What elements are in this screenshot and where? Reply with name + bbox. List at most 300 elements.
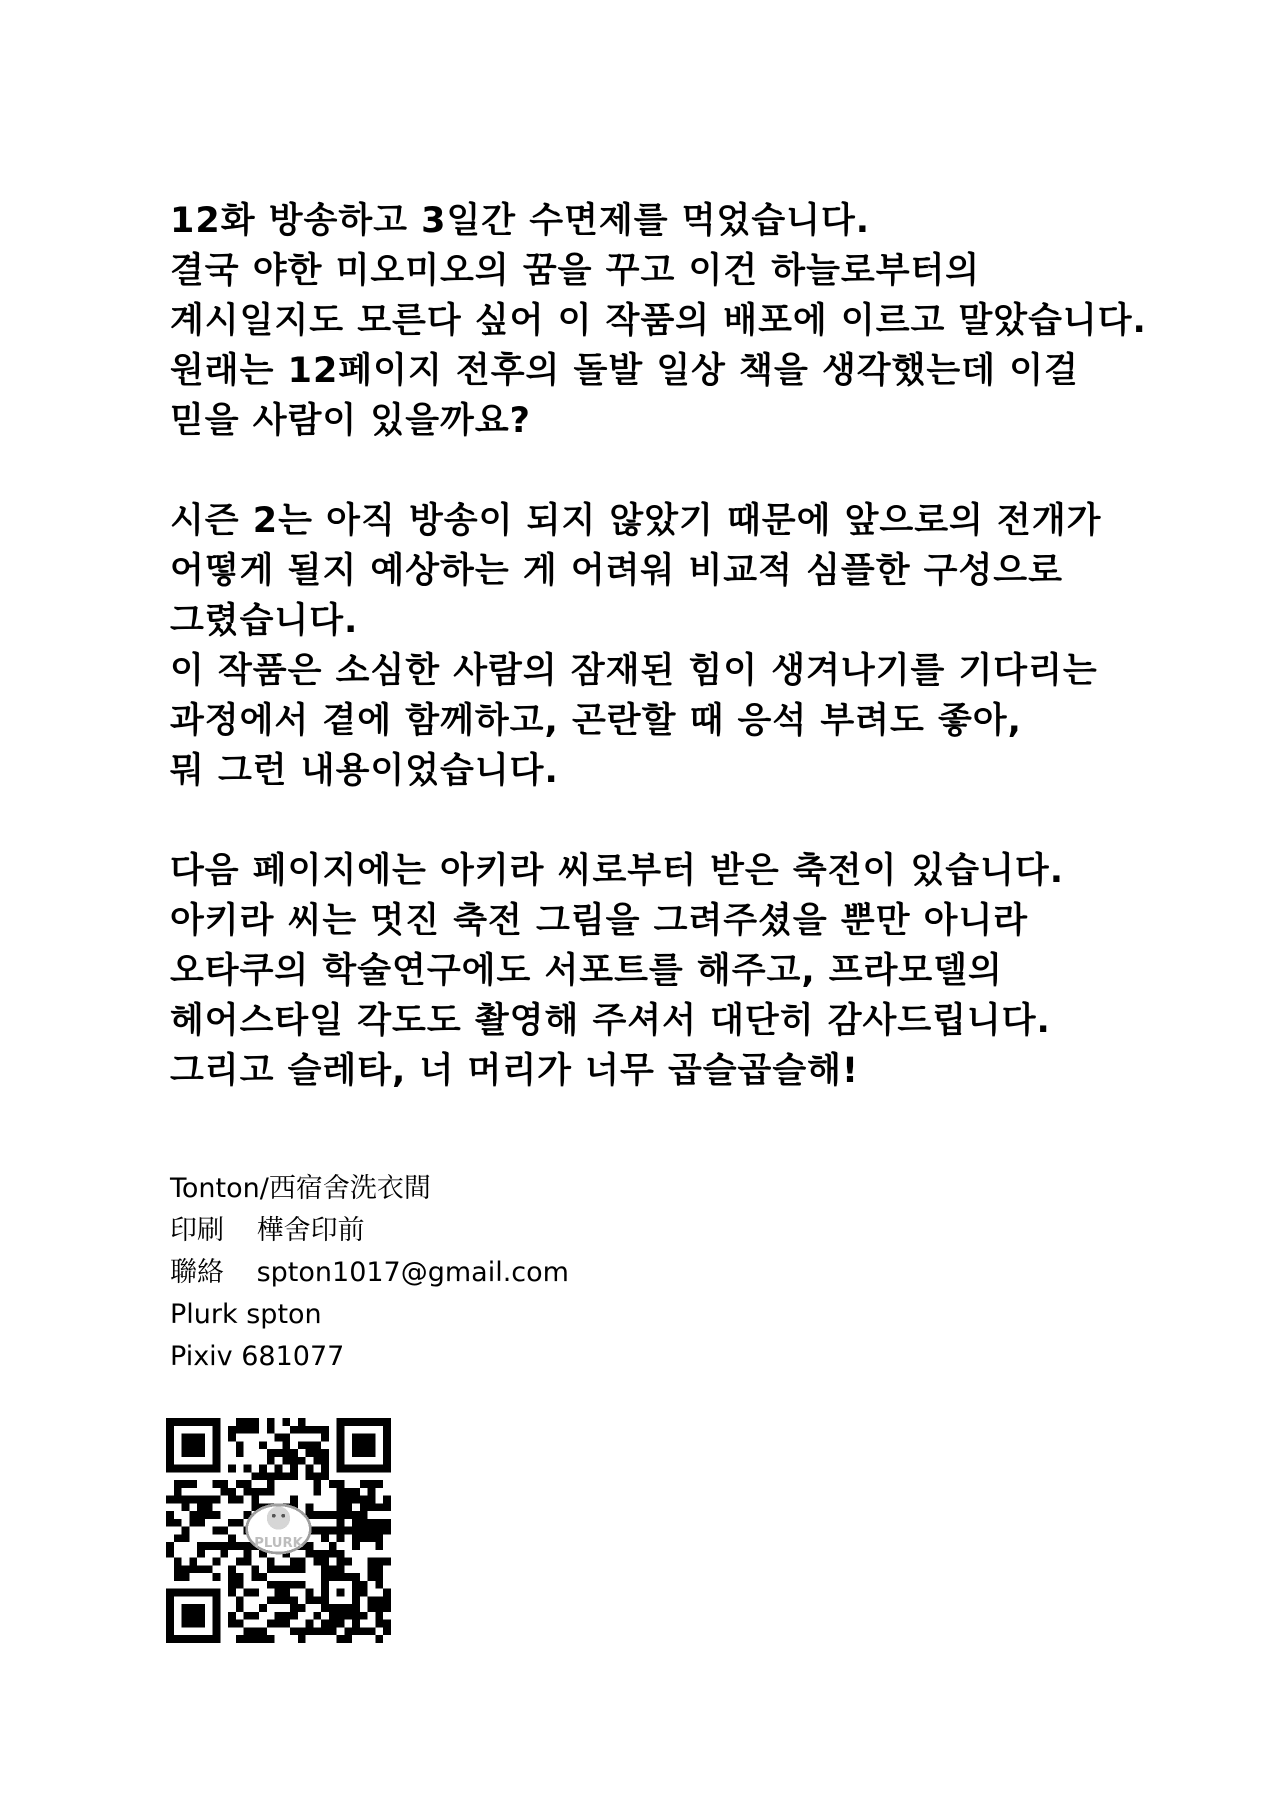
qr-module: [337, 1418, 345, 1426]
qr-module: [329, 1527, 337, 1535]
qr-module: [267, 1457, 275, 1465]
qr-module: [236, 1573, 244, 1581]
qr-module: [298, 1635, 306, 1643]
text-line: 원래는 12페이지 전후의 돌발 일상 책을 생각했는데 이걸: [170, 351, 1079, 391]
qr-module: [337, 1589, 345, 1597]
qr-module: [267, 1635, 275, 1643]
qr-module: [244, 1488, 252, 1496]
qr-module: [213, 1542, 221, 1550]
qr-module: [182, 1573, 190, 1581]
qr-module: [205, 1565, 213, 1573]
qr-module: [383, 1496, 391, 1504]
qr-module: [313, 1480, 321, 1488]
qr-module: [213, 1496, 221, 1504]
qr-module: [189, 1418, 197, 1426]
qr-module: [228, 1488, 236, 1496]
qr-module: [383, 1441, 391, 1449]
qr-module: [236, 1426, 244, 1434]
qr-module: [182, 1635, 190, 1643]
qr-module: [166, 1449, 174, 1457]
qr-module: [375, 1565, 383, 1573]
qr-module: [368, 1441, 376, 1449]
qr-module: [290, 1457, 298, 1465]
qr-module: [383, 1434, 391, 1442]
plurk-row: [170, 1294, 569, 1336]
qr-module: [321, 1589, 329, 1597]
qr-module: [368, 1503, 376, 1511]
printer-row: [170, 1210, 569, 1252]
qr-module: [321, 1581, 329, 1589]
qr-module: [228, 1496, 236, 1504]
qr-module: [174, 1519, 182, 1527]
qr-module: [352, 1542, 360, 1550]
text-line: 오타쿠의 학술연구에도 서포트를 해주고, 프라모델의: [170, 951, 1003, 991]
qr-module: [251, 1573, 259, 1581]
printer-label: 印刷: [170, 1215, 224, 1246]
plurk-logo-text: PLURK: [254, 1535, 303, 1551]
qr-module: [329, 1604, 337, 1612]
qr-module: [197, 1465, 205, 1473]
text-line: 이 작품은 소심한 사람의 잠재된 힘이 생겨나기를 기다리는: [170, 651, 1098, 691]
qr-module: [352, 1511, 360, 1519]
qr-module: [306, 1589, 314, 1597]
qr-module: [329, 1573, 337, 1581]
qr-module: [182, 1449, 190, 1457]
qr-module: [197, 1604, 205, 1612]
qr-module: [344, 1496, 352, 1504]
qr-module: [213, 1596, 221, 1604]
qr-module: [344, 1465, 352, 1473]
qr-module: [182, 1620, 190, 1628]
qr-module: [321, 1620, 329, 1628]
qr-module: [313, 1612, 321, 1620]
qr-module: [236, 1449, 244, 1457]
qr-module: [166, 1434, 174, 1442]
qr-module: [352, 1620, 360, 1628]
qr-module: [352, 1589, 360, 1597]
qr-module: [375, 1534, 383, 1542]
qr-module: [244, 1550, 252, 1558]
qr-module: [290, 1496, 298, 1504]
qr-module: [344, 1635, 352, 1643]
qr-module: [236, 1596, 244, 1604]
qr-module: [344, 1511, 352, 1519]
qr-module: [298, 1418, 306, 1426]
qr-module: [375, 1542, 383, 1550]
qr-module: [174, 1480, 182, 1488]
qr-module: [275, 1449, 283, 1457]
qr-module: [251, 1589, 259, 1597]
qr-module: [259, 1635, 267, 1643]
qr-module: [267, 1472, 275, 1480]
qr-module: [197, 1542, 205, 1550]
qr-module: [259, 1465, 267, 1473]
qr-module: [352, 1527, 360, 1535]
qr-module: [182, 1565, 190, 1573]
qr-module: [182, 1480, 190, 1488]
qr-module: [313, 1558, 321, 1566]
qr-module: [282, 1449, 290, 1457]
qr-module: [383, 1449, 391, 1457]
qr-module: [360, 1465, 368, 1473]
text-line: 어떻게 될지 예상하는 게 어려워 비교적 심플한 구성으로: [170, 551, 1063, 591]
qr-module: [166, 1596, 174, 1604]
qr-module: [267, 1565, 275, 1573]
qr-module: [267, 1620, 275, 1628]
qr-module: [205, 1542, 213, 1550]
afterword-paragraph-2: [170, 496, 1210, 796]
qr-module: [368, 1573, 376, 1581]
qr-module: [352, 1596, 360, 1604]
plurk-logo: [247, 1505, 311, 1553]
qr-module: [290, 1558, 298, 1566]
qr-module: [236, 1480, 244, 1488]
qr-module: [313, 1449, 321, 1457]
qr-module: [321, 1534, 329, 1542]
qr-module: [236, 1581, 244, 1589]
qr-module: [236, 1496, 244, 1504]
qr-module: [174, 1488, 182, 1496]
qr-module: [282, 1596, 290, 1604]
qr-module: [275, 1596, 283, 1604]
qr-module: [360, 1480, 368, 1488]
qr-module: [329, 1480, 337, 1488]
qr-module: [197, 1620, 205, 1628]
qr-module: [267, 1488, 275, 1496]
pixiv-id[interactable]: 681077: [241, 1341, 345, 1372]
qr-module: [290, 1627, 298, 1635]
qr-module: [282, 1612, 290, 1620]
qr-module: [275, 1612, 283, 1620]
printer-value: 樺舍印前: [256, 1215, 365, 1246]
qr-module: [275, 1581, 283, 1589]
qr-module: [251, 1472, 259, 1480]
qr-module: [213, 1627, 221, 1635]
qr-module: [352, 1581, 360, 1589]
qr-module: [375, 1620, 383, 1628]
qr-module: [298, 1457, 306, 1465]
qr-module: [197, 1550, 205, 1558]
qr-module: [321, 1573, 329, 1581]
qr-module: [360, 1581, 368, 1589]
text-line: 믿을 사람이 있을까요?: [170, 401, 531, 441]
qr-module: [182, 1589, 190, 1597]
text-line: 아키라 씨는 멋진 축전 그림을 그려주셨을 뿐만 아니라: [170, 901, 1029, 941]
qr-module: [337, 1441, 345, 1449]
qr-module: [189, 1496, 197, 1504]
qr-module: [259, 1627, 267, 1635]
qr-module: [368, 1449, 376, 1457]
qr-module: [174, 1589, 182, 1597]
qr-module: [213, 1434, 221, 1442]
qr-module: [197, 1434, 205, 1442]
qr-module: [189, 1511, 197, 1519]
qr-module: [166, 1441, 174, 1449]
qr-module: [352, 1573, 360, 1581]
qr-module: [267, 1449, 275, 1457]
qr-module: [290, 1426, 298, 1434]
qr-module: [313, 1596, 321, 1604]
qr-module: [275, 1434, 283, 1442]
qr-module: [360, 1511, 368, 1519]
contact-email[interactable]: spton1017@gmail.com: [256, 1257, 569, 1288]
qr-module: [244, 1589, 252, 1597]
qr-module: [290, 1604, 298, 1612]
qr-module: [306, 1503, 314, 1511]
qr-module: [282, 1620, 290, 1628]
qr-module: [375, 1465, 383, 1473]
qr-module: [383, 1418, 391, 1426]
qr-module: [259, 1573, 267, 1581]
qr-module: [344, 1612, 352, 1620]
qr-module: [174, 1465, 182, 1473]
qr-module: [383, 1620, 391, 1628]
qr-module: [298, 1604, 306, 1612]
qr-module: [352, 1418, 360, 1426]
qr-module: [313, 1527, 321, 1535]
qr-module: [337, 1449, 345, 1457]
qr-module: [337, 1558, 345, 1566]
qr-module: [313, 1511, 321, 1519]
qr-module: [298, 1426, 306, 1434]
qr-module: [368, 1496, 376, 1504]
qr-module: [166, 1627, 174, 1635]
qr-code-icon[interactable]: [166, 1418, 391, 1643]
text-line: 결국 야한 미오미오의 꿈을 꾸고 이건 하늘로부터의: [170, 251, 981, 291]
qr-module: [166, 1542, 174, 1550]
qr-module: [228, 1589, 236, 1597]
qr-module: [228, 1620, 236, 1628]
contact-row: [170, 1252, 569, 1294]
qr-module: [352, 1534, 360, 1542]
qr-module: [383, 1627, 391, 1635]
qr-module: [228, 1519, 236, 1527]
qr-module: [251, 1488, 259, 1496]
qr-module: [337, 1565, 345, 1573]
qr-module: [236, 1519, 244, 1527]
qr-module: [282, 1589, 290, 1597]
qr-module: [352, 1604, 360, 1612]
qr-module: [313, 1472, 321, 1480]
qr-module: [290, 1565, 298, 1573]
qr-module: [213, 1558, 221, 1566]
qr-module: [220, 1480, 228, 1488]
qr-module: [306, 1465, 314, 1473]
qr-module: [306, 1472, 314, 1480]
qr-module: [375, 1635, 383, 1643]
qr-module: [267, 1480, 275, 1488]
qr-module: [344, 1418, 352, 1426]
qr-module: [228, 1434, 236, 1442]
qr-module: [375, 1558, 383, 1566]
qr-module: [360, 1589, 368, 1597]
qr-module: [220, 1550, 228, 1558]
qr-module: [166, 1519, 174, 1527]
qr-module: [383, 1604, 391, 1612]
text-line: 12화 방송하고 3일간 수면제를 먹었습니다.: [170, 201, 871, 241]
qr-module: [213, 1426, 221, 1434]
qr-module: [166, 1589, 174, 1597]
qr-module: [189, 1519, 197, 1527]
qr-module: [236, 1441, 244, 1449]
colophon: [170, 1168, 569, 1378]
qr-module: [352, 1441, 360, 1449]
qr-module: [298, 1581, 306, 1589]
qr-module: [282, 1472, 290, 1480]
qr-module: [383, 1465, 391, 1473]
qr-module: [197, 1565, 205, 1573]
qr-module: [259, 1441, 267, 1449]
qr-module: [267, 1581, 275, 1589]
qr-module: [383, 1503, 391, 1511]
text-line: 다음 페이지에는 아키라 씨로부터 받은 축전이 있습니다.: [170, 851, 1065, 891]
qr-module: [344, 1503, 352, 1511]
qr-module: [375, 1596, 383, 1604]
qr-module: [368, 1534, 376, 1542]
qr-module: [267, 1596, 275, 1604]
qr-module: [205, 1418, 213, 1426]
qr-module: [375, 1480, 383, 1488]
qr-module: [321, 1457, 329, 1465]
qr-module: [236, 1542, 244, 1550]
qr-module: [383, 1519, 391, 1527]
qr-module: [368, 1627, 376, 1635]
qr-module: [244, 1558, 252, 1566]
qr-module: [375, 1418, 383, 1426]
qr-module: [360, 1527, 368, 1535]
qr-module: [267, 1418, 275, 1426]
qr-module: [321, 1558, 329, 1566]
qr-module: [337, 1620, 345, 1628]
qr-module: [337, 1511, 345, 1519]
qr-module: [368, 1434, 376, 1442]
qr-module: [220, 1527, 228, 1535]
qr-module: [375, 1581, 383, 1589]
qr-module: [189, 1449, 197, 1457]
qr-module: [166, 1465, 174, 1473]
qr-module: [166, 1426, 174, 1434]
qr-module: [275, 1565, 283, 1573]
qr-module: [228, 1612, 236, 1620]
qr-module: [329, 1550, 337, 1558]
qr-module: [344, 1488, 352, 1496]
qr-module: [337, 1573, 345, 1581]
qr-module: [383, 1457, 391, 1465]
qr-module: [220, 1542, 228, 1550]
qr-module: [306, 1550, 314, 1558]
qr-module: [360, 1449, 368, 1457]
qr-module: [189, 1604, 197, 1612]
qr-module: [329, 1565, 337, 1573]
qr-module: [306, 1620, 314, 1628]
qr-module: [290, 1465, 298, 1473]
qr-module: [182, 1434, 190, 1442]
qr-module: [352, 1465, 360, 1473]
qr-module: [306, 1426, 314, 1434]
plurk-handle[interactable]: spton: [246, 1299, 322, 1330]
qr-module: [360, 1418, 368, 1426]
qr-module: [313, 1441, 321, 1449]
qr-module: [251, 1627, 259, 1635]
qr-module: [197, 1449, 205, 1457]
qr-module: [236, 1635, 244, 1643]
qr-module: [182, 1534, 190, 1542]
qr-module: [321, 1596, 329, 1604]
qr-module: [213, 1573, 221, 1581]
qr-module: [368, 1488, 376, 1496]
qr-module: [236, 1558, 244, 1566]
qr-module: [244, 1480, 252, 1488]
afterword-paragraph-3: [170, 846, 1210, 1096]
qr-module: [290, 1581, 298, 1589]
qr-module: [259, 1472, 267, 1480]
qr-module: [375, 1503, 383, 1511]
qr-module: [228, 1573, 236, 1581]
qr-module: [352, 1519, 360, 1527]
qr-module: [344, 1627, 352, 1635]
qr-module: [189, 1635, 197, 1643]
qr-module: [166, 1620, 174, 1628]
qr-module: [313, 1627, 321, 1635]
qr-module: [282, 1581, 290, 1589]
qr-module: [197, 1635, 205, 1643]
qr-module: [197, 1496, 205, 1504]
qr-module: [189, 1465, 197, 1473]
qr-module: [189, 1558, 197, 1566]
qr-module: [189, 1434, 197, 1442]
qr-module: [275, 1465, 283, 1473]
qr-module: [213, 1480, 221, 1488]
qr-module: [375, 1612, 383, 1620]
qr-module: [352, 1449, 360, 1457]
qr-module: [337, 1503, 345, 1511]
qr-module: [228, 1542, 236, 1550]
qr-module: [213, 1620, 221, 1628]
qr-module: [313, 1426, 321, 1434]
qr-module: [275, 1472, 283, 1480]
qr-module: [213, 1418, 221, 1426]
qr-module: [360, 1434, 368, 1442]
qr-module: [360, 1503, 368, 1511]
qr-module: [329, 1542, 337, 1550]
qr-module: [251, 1565, 259, 1573]
qr-module: [197, 1511, 205, 1519]
qr-module: [337, 1480, 345, 1488]
qr-module: [189, 1480, 197, 1488]
qr-module: [251, 1418, 259, 1426]
qr-module: [228, 1565, 236, 1573]
qr-module: [329, 1620, 337, 1628]
qr-module: [182, 1418, 190, 1426]
qr-module: [213, 1441, 221, 1449]
qr-module: [383, 1589, 391, 1597]
pixiv-label: Pixiv: [170, 1341, 233, 1372]
qr-module: [313, 1488, 321, 1496]
qr-module: [321, 1550, 329, 1558]
qr-module: [368, 1519, 376, 1527]
qr-module: [228, 1465, 236, 1473]
qr-module: [182, 1604, 190, 1612]
qr-module: [321, 1565, 329, 1573]
qr-module: [329, 1511, 337, 1519]
pixiv-row: [170, 1336, 569, 1378]
qr-module: [306, 1596, 314, 1604]
text-line: 계시일지도 모른다 싶어 이 작품의 배포에 이르고 말았습니다.: [170, 301, 1147, 341]
qr-module: [290, 1612, 298, 1620]
qr-module: [166, 1604, 174, 1612]
qr-module: [337, 1496, 345, 1504]
qr-module: [205, 1511, 213, 1519]
